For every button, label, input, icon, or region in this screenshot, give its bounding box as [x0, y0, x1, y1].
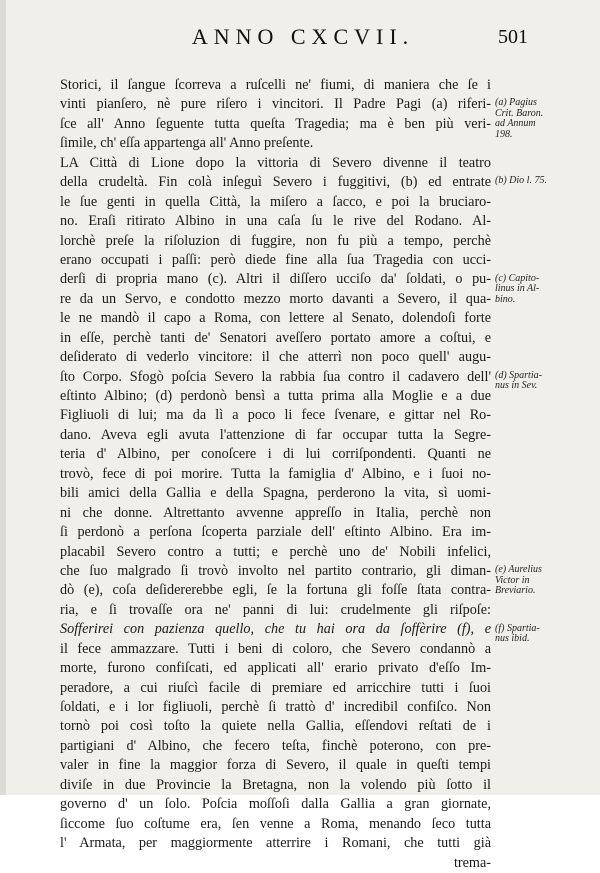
text-line: morte, furono confiſcati, ed applicati all' erario privato d'eſſo Im-: [60, 660, 491, 677]
marginal-note: [495, 274, 595, 306]
text-line: peradore, a cui riuſcì facile di premiare ed arricchire tutti i ſuoi: [60, 679, 491, 696]
marginal-note-line: ad Annum: [495, 118, 536, 130]
marginal-note: [495, 565, 595, 597]
marginal-note-line: (b) Dio l. 75.: [495, 175, 547, 187]
text-line: diviſe in due Provincie la Bretagna, non la volendo più ſotto il: [60, 776, 491, 793]
running-header: [6, 24, 600, 64]
text-line: ſiccome ſuo coſtume era, ſen venne a Roma, menando ſeco tutta: [60, 815, 491, 832]
text-line: Sofferirei con pazienza quello, che tu hai ora da ſoffèrire (f), e: [60, 621, 491, 638]
text-line: in eſſe, perchè tanti de' Senatori aveſſero portato amore a coſtui, e: [60, 329, 491, 346]
text-line: ni che donne. Altrettanto avvenne appreſſo in Italia, perchè non: [60, 504, 491, 521]
marginal-note-line: (f) Spartia-: [495, 622, 540, 634]
text-line: eſtinto Albino; (d) perdonò bensì a tutta prima alla Moglie e a due: [60, 388, 491, 404]
text-line: teria d' Albino, per conoſcere i di lui corriſpondenti. Quanti ne: [60, 446, 491, 463]
marginal-note-line: Victor in: [495, 574, 530, 586]
text-line: governo d' un ſolo. Poſcia moſſoſi dalla Gallia a gran giornate,: [60, 796, 491, 813]
marginal-note: [495, 371, 595, 392]
marginal-note-line: nus ibid.: [495, 633, 530, 645]
text-line: ſi perdonò a perſona ſcoperta parziale dell' eſtinto Albino. Era im-: [60, 524, 491, 541]
marginal-note-line: nus in Sev.: [495, 380, 538, 392]
marginal-note-line: bino.: [495, 293, 516, 305]
text-line: trovò, fece di poi morire. Tutta la famiglia d' Albino, e i ſuoi no-: [60, 465, 491, 482]
text-line: bili amici della Gallia e della Spagna, perderono la vita, sì uomi-: [60, 485, 491, 502]
marginal-note-line: (d) Spartia-: [495, 369, 542, 381]
catchword: trema-: [453, 854, 491, 871]
text-line: no. Eraſi ritirato Albino in una caſa ſu le rive del Rodano. Al-: [60, 213, 491, 230]
marginal-note: [495, 624, 595, 645]
text-line: vinti pianſero, nè pure riſero i vincitori. Il Padre Pagi (a) riferi-: [60, 96, 491, 113]
text-line: partigiani d' Albino, che fecero teſta, finchè poterono, con pre-: [60, 737, 491, 754]
marginal-note-line: (e) Aurelius: [495, 564, 542, 576]
marginal-note: [495, 98, 595, 140]
marginal-note-line: 198.: [495, 128, 513, 140]
marginal-note-line: linus in Al-: [495, 283, 540, 294]
text-line: l' Armata, per maggiormente atterrire i Romani, che tutti già: [60, 835, 491, 852]
text-line: ria, e ſi trovaſſe ora ne' panni di lui: crudelmente gli riſpoſe:: [60, 601, 491, 618]
text-line: placabil Severo contro a tutti; e perchè uno de' Nobili infelici,: [60, 543, 491, 560]
text-line: le ſue genti in quella Città, la miſero a ſacco, e poi la bruciaro-: [60, 193, 491, 210]
text-line: lorchè preſe la riſoluzion di fuggire, non fu più a tempo, perchè: [60, 232, 491, 249]
text-line: che ſuo malgrado ſi trovò involto nel partito contrario, gli diman-: [60, 562, 491, 579]
marginal-note-line: Breviario.: [495, 585, 536, 597]
text-line: tornò poi così toſto la quiete nella Gallia, eſſendovi reſtati de i: [60, 718, 491, 735]
text-line: ſimile, ch' eſſa appartenga all' Anno preſente.: [60, 135, 314, 152]
marginal-note-line: (a) Pagius: [495, 97, 537, 109]
main-text-block: [60, 76, 491, 873]
page-title: ANNO CXCVII.: [191, 24, 415, 49]
text-line: valer in fine la maggior forza di Severo, il quale in queſti tempi: [60, 757, 491, 774]
marginal-note: [495, 176, 595, 187]
marginal-note-line: Crit. Baron.: [495, 107, 544, 119]
text-line: re da un Servo, e condotto mezzo morto davanti a Severo, il qua-: [60, 290, 491, 307]
text-line: il fece ammazzare. Tutti i beni di coloro, che Severo condannò a: [60, 640, 491, 657]
text-line: le ne mandò il capo a Roma, con lettere al Senato, dolendoſi forte: [60, 310, 491, 327]
text-line: Figliuoli di lui; ma da lì a poco li fece ſvenare, e gittar nel Ro-: [60, 407, 491, 424]
text-line: Storici, il ſangue ſcorreva a ruſcelli ne' fiumi, di maniera che ſe i: [60, 77, 491, 93]
text-line: ſto Corpo. Sfogò poſcia Severo la rabbia ſua contro il cadavero dell': [60, 368, 491, 385]
text-line: dano. Aveva egli avuta l'attenzione di far occupar tutta la Segre-: [60, 426, 491, 443]
text-line: derſi di propria mano (c). Altri il diſſero ucciſo da' ſoldati, o pu-: [60, 271, 491, 288]
page-number: 501: [498, 26, 528, 48]
text-line: ſoldati, e i lor figliuoli, perchè ſi trattò d' incredibil confiſco. Non: [60, 699, 491, 715]
text-line: della crudeltà. Fin colà inſeguì Severo i fuggitivi, (b) ed entrate: [60, 174, 491, 191]
text-line: erano occupati i paſſi: però diede fine alla ſua Tragedia con ucci-: [60, 251, 491, 268]
marginal-note-line: (c) Capito-: [495, 272, 540, 284]
text-line: deſiderato di vederlo vincitore: il che atterrì non poco quell' augu-: [60, 349, 491, 366]
text-line: LA Città di Lione dopo la vittoria di Severo divenne il teatro: [60, 154, 491, 171]
text-line: dò (e), coſa deſidererebbe egli, ſe la fortuna gli foſſe ſtata contra-: [60, 582, 491, 599]
text-line: ſce all' Anno ſeguente tutta queſta Tragedia; ma è ben più veri-: [60, 115, 491, 132]
